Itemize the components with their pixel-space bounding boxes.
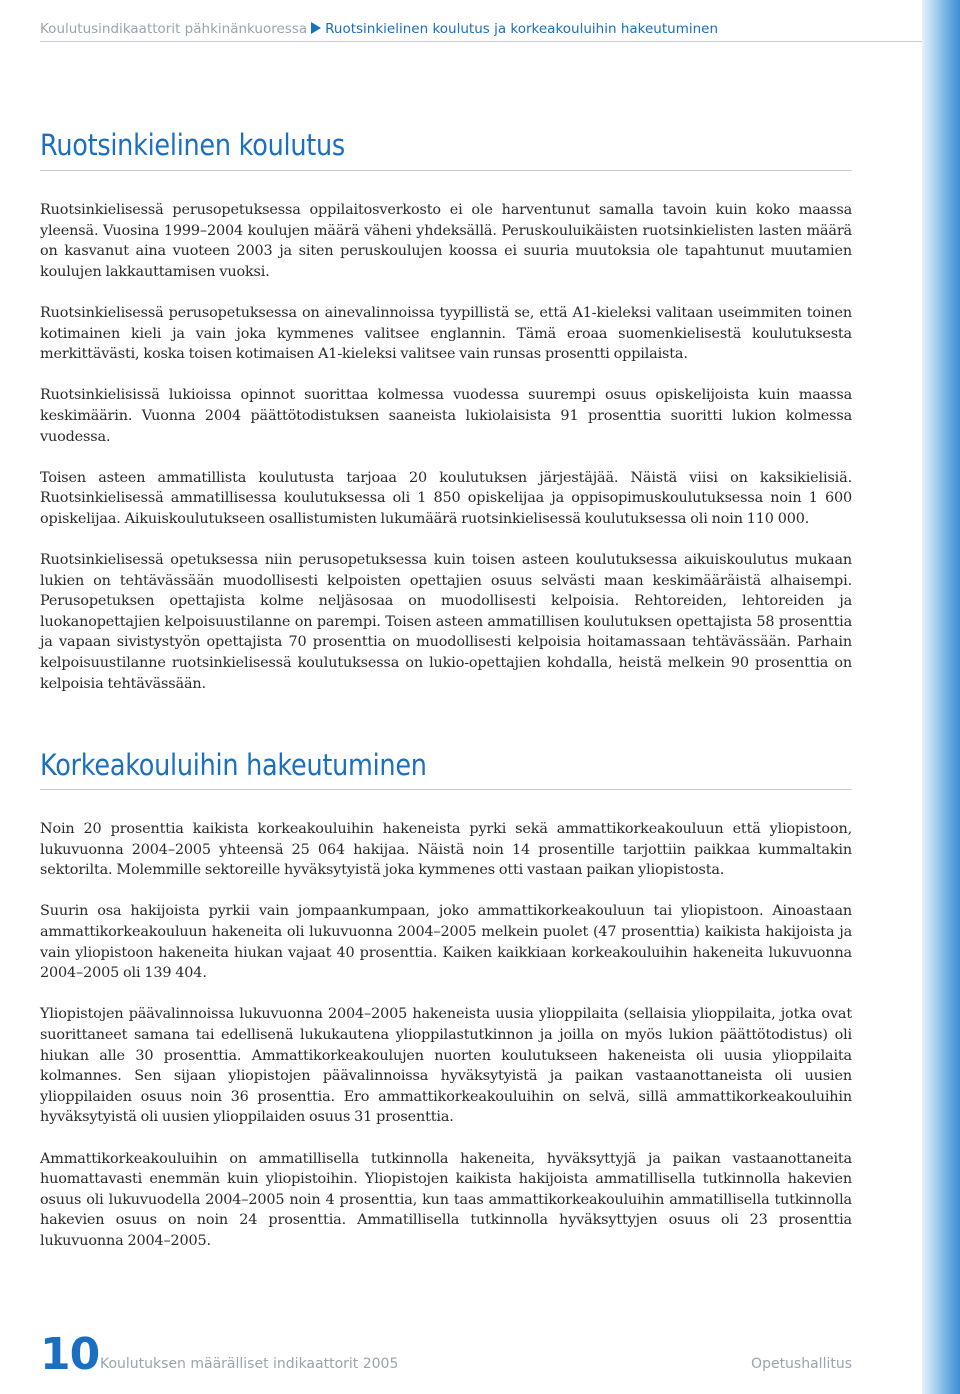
breadcrumb-current: Ruotsinkielinen koulutus ja korkeakouluihin hakeutuminen xyxy=(325,21,719,37)
header-divider xyxy=(40,41,922,42)
body-paragraph: Yliopistojen päävalinnoissa lukuvuonna 2004–2005 hakeneista uusia ylioppilaita (sellaisia ylioppilaita, jotka ovat suorittaneet samana tai edellisenä lukukautena ylioppilastutkinnon ja joilla on myös lukion päättötodistus) oli hiukan alle 30 prosenttia. Ammattikorkeakoulujen nuorten koulutukseen hakeneista oli uusia ylioppilaita kolmannes. Sen sijaan yliopistojen päävalinnoissa hyväksytyistä ja paikan vastaanottaneista oli uusien ylioppilaiden osuus noin 36 prosenttia. Ero ammattikorkeakouluihin on selvä, sillä ammattikorkeakouluihin hyväksytyistä oli uusien ylioppilaiden osuus 31 prosenttia. xyxy=(40,1006,852,1126)
publication-title: Koulutuksen määrälliset indikaattorit 2005 xyxy=(100,1356,399,1372)
page-footer xyxy=(40,1330,852,1380)
body-paragraph: Toisen asteen ammatillista koulutusta tarjoaa 20 koulutuksen järjestäjää. Näistä viisi on kaksikielisiä. Ruotsinkielisessä ammatillisessa koulutuksessa oli 1 850 opiskelijaa ja oppisopimuskoulutuksessa noin 1 600 opiskelijaa. Aikuiskoulutukseen osallistumisten lukumäärä ruotsinkielisessä koulutuksessa oli noin 110 000. xyxy=(40,469,852,527)
decorative-side-band xyxy=(922,0,960,1394)
section-divider xyxy=(40,170,852,171)
section-heading: Ruotsinkielinen koulutus xyxy=(40,128,345,162)
breadcrumb-section[interactable]: Koulutusindikaattorit pähkinänkuoressa xyxy=(40,21,308,37)
body-paragraph: Noin 20 prosenttia kaikista korkeakouluihin hakeneista pyrki sekä ammattikorkeakouluun että yliopistoon, lukuvuonna 2004–2005 yhteensä 25 064 hakijaa. Näistä noin 14 prosentille tarjottiin paikkaa kummaltakin sektorilta. Molemmille sektoreille hyväksytyistä joka kymmenes otti vastaan paikan yliopistosta. xyxy=(40,821,852,879)
publisher-name: Opetushallitus xyxy=(751,1356,852,1372)
body-paragraph: Ruotsinkielisessä perusopetuksessa oppilaitosverkosto ei ole harventunut samalla tavoin kuin koko maassa yleensä. Vuosina 1999–2004 koulujen määrä väheni yhdeksällä. Peruskouluikäisten ruotsinkielisten lasten määrä on kasvanut aina vuoteen 2003 ja siten peruskoulujen koossa ei suuria muutoksia ole tapahtunut muutamien koulujen lakkauttamisen vuoksi. xyxy=(40,202,852,280)
body-paragraph: Ruotsinkielisessä opetuksessa niin perusopetuksessa kuin toisen asteen koulutuksessa aikuiskoulutus mukaan lukien on tehtävässään muodollisesti kelpoisten opettajien osuus selvästi maan keskimääräistä alhaisempi. Perusopetuksen opettajista kolme neljäsosaa on muodollisesti kelpoisia. Rehtoreiden, lehtoreiden ja luokanopettajien kelpoisuustilanne on parempi. Toisen asteen ammatillisen koulutuksen opettajista 58 prosenttia ja vapaan sivistystyön opettajista 70 prosenttia on muodollisesti kelpoisia hoitamassaan tehtävässään. Parhain kelpoisuustilanne ruotsinkielisessä koulutuksessa on lukio-opettajien kohdalla, heistä melkein 90 prosenttia on kelpoisia tehtävässään. xyxy=(40,552,852,692)
section-body xyxy=(40,819,852,1251)
section-divider xyxy=(40,789,852,790)
section-heading: Korkeakouluihin hakeutuminen xyxy=(40,748,427,782)
body-paragraph: Ruotsinkielisessä perusopetuksessa on ainevalinnoissa tyypillistä se, että A1-kieleksi valitaan useimmiten toinen kotimainen kieli ja vain joka kymmenes valitsee englannin. Tämä eroaa suomenkielisestä koulutuksesta merkittävästi, koska toisen kotimaisen A1-kieleksi valitsee vain runsas prosentti oppilaista. xyxy=(40,304,852,363)
breadcrumb xyxy=(40,18,920,40)
body-paragraph: Ammattikorkeakouluihin on ammatillisella tutkinnolla hakeneita, hyväksyttyjä ja paikan vastaanottaneita huomattavasti enemmän kuin yliopistoihin. Yliopistojen kaikista hakijoista ammatillisella tutkinnolla hakevien osuus oli lukuvuodella 2004–2005 noin 4 prosenttia, kun taas ammattikorkeakouluihin ammatillisella tutkinnolla hakevien osuus on noin 24 prosenttia. Ammatillisella tutkinnolla hyväksyttyjen osuus oli 23 prosenttia lukuvuonna 2004–2005. xyxy=(40,1150,852,1249)
breadcrumb-arrow-icon xyxy=(311,22,321,34)
body-paragraph: Ruotsinkielisissä lukioissa opinnot suorittaa kolmessa vuodessa suurempi osuus opiskelijoista kuin maassa keskimäärin. Vuonna 2004 päättötodistuksen saaneista lukiolaisista 91 prosenttia suoritti lukion kolmessa vuodessa. xyxy=(40,387,852,445)
page-number: 10 xyxy=(40,1329,100,1380)
body-paragraph: Suurin osa hakijoista pyrkii vain jompaankumpaan, joko ammattikorkeakouluun tai yliopistoon. Ainoastaan ammattikorkeakouluun hakeneita oli lukuvuonna 2004–2005 melkein puolet (47 prosenttia) kaikista hakijoista ja vain yliopistoon hakeneita hiukan vajaat 40 prosenttia. Kaiken kaikkiaan korkeakouluihin hakeneita lukuvuonna 2004–2005 oli 139 404. xyxy=(40,903,852,982)
section-body xyxy=(40,200,852,694)
